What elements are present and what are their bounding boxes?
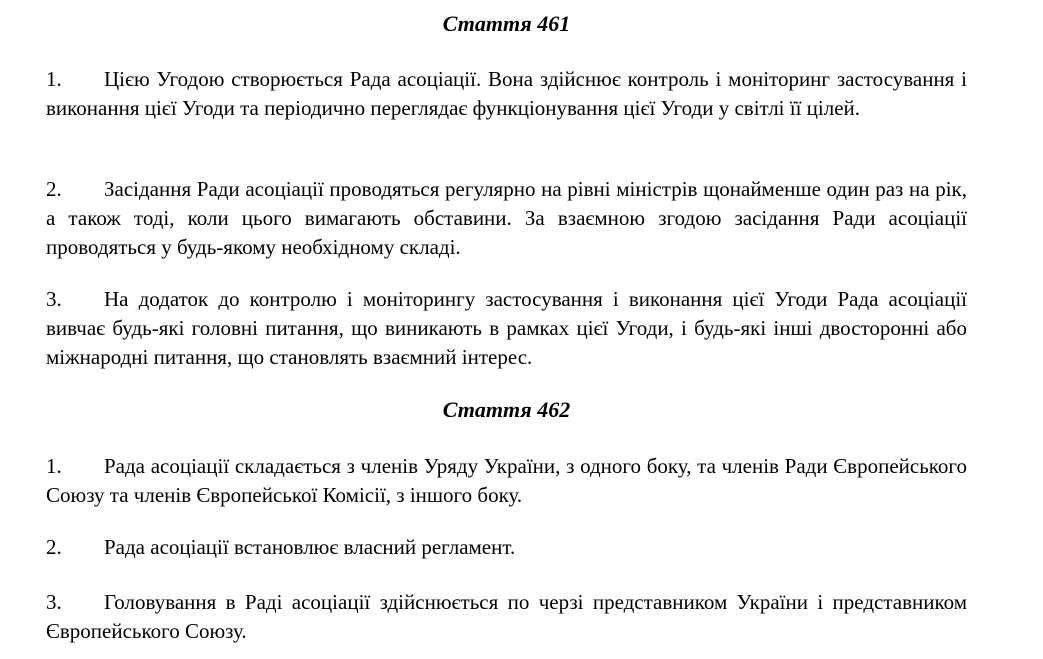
article-461-paragraph-1 (46, 65, 967, 123)
paragraph-text: Рада асоціації складається з членів Уряду України, з одного боку, та членів Ради Європейського Союзу та членів Європейської Комісії, з іншого боку. (46, 454, 967, 507)
paragraph-text: Головування в Раді асоціації здійснюється по черзі представником України і представником Європейського Союзу. (46, 590, 967, 643)
paragraph-number: 3. (46, 287, 62, 311)
article-462-paragraph-2 (46, 533, 967, 562)
paragraph-number: 2. (46, 535, 62, 559)
paragraph-text: Рада асоціації встановлює власний регламент. (104, 535, 516, 559)
paragraph-text: На додаток до контролю і моніторингу застосування і виконання цієї Угоди Рада асоціації вивчає будь-які головні питання, що виникають в рамках цієї Угоди, і будь-які інші двосторонні або міжнародні питання, що становлять взаємний інтерес. (46, 287, 967, 369)
paragraph-number: 1. (46, 67, 62, 91)
article-461-paragraph-2 (46, 175, 967, 262)
paragraph-number: 3. (46, 590, 62, 614)
article-462-heading: Стаття 462 (442, 397, 571, 422)
paragraph-text: Засідання Ради асоціації проводяться регулярно на рівні міністрів щонайменше один раз на рік, а також тоді, коли цього вимагають обставини. За взаємною згодою засідання Ради асоціації проводяться у будь-якому необхідному складі. (46, 177, 967, 259)
paragraph-number: 1. (46, 454, 62, 478)
article-461-heading: Стаття 461 (442, 11, 571, 36)
paragraph-number: 2. (46, 177, 62, 201)
article-461-paragraph-3 (46, 285, 967, 372)
article-462-paragraph-3 (46, 588, 967, 646)
paragraph-text: Цією Угодою створюється Рада асоціації. Вона здійснює контроль і моніторинг застосування і виконання цієї Угоди та періодично переглядає функціонування цієї Угоди у світлі її цілей. (46, 67, 967, 120)
article-462-paragraph-1 (46, 452, 967, 510)
